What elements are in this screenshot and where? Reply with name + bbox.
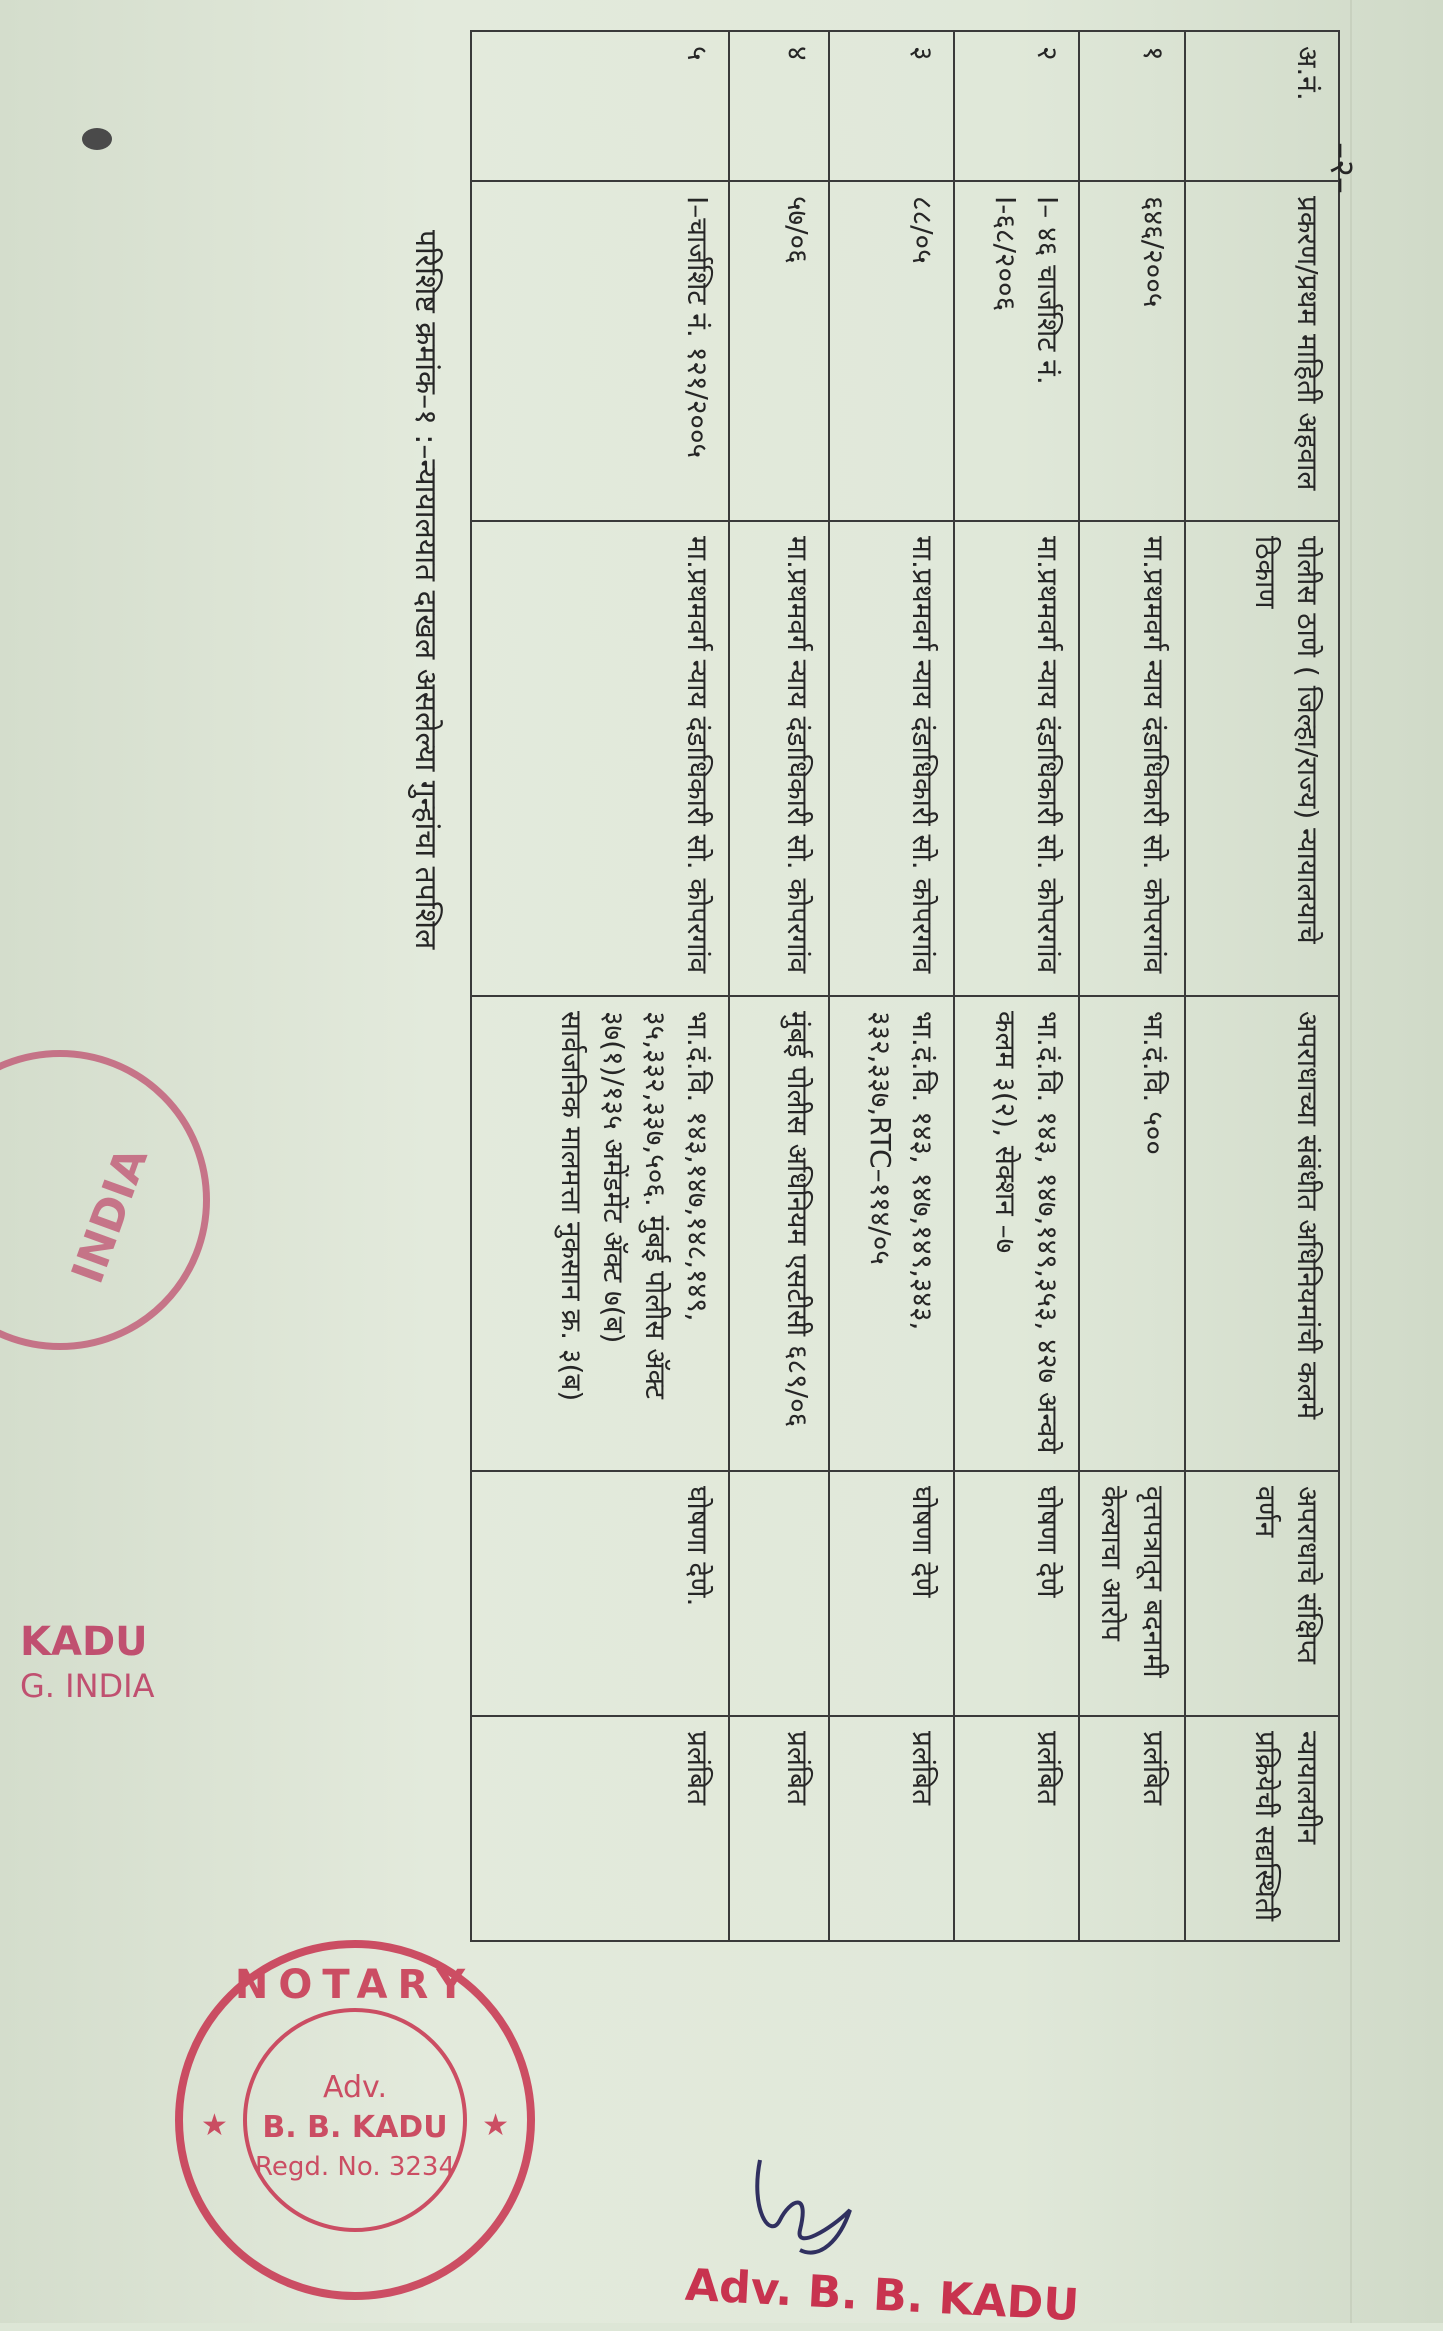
notary-line: B. B. KADU: [262, 2110, 448, 2145]
cell-status: प्रलंबित: [954, 1716, 1079, 1941]
paper-fold: [1350, 0, 1352, 2323]
cell-serial: ३: [829, 31, 954, 181]
faded-stamp-text: [20, 1620, 154, 1708]
cell-case: ६४६/२००५: [1079, 181, 1185, 521]
table-row: [471, 31, 729, 1941]
cell-serial: ५: [471, 31, 729, 181]
faded-seal-text: INDIA: [62, 1140, 159, 1291]
cell-status: प्रलंबित: [1079, 1716, 1185, 1941]
page-number: –२–: [1321, 142, 1362, 194]
rotated-content: [255, 30, 1340, 1940]
cell-court: मा.प्रथमवर्ग न्याय दंडाधिकारी सो. कोपरगांव: [471, 521, 729, 996]
table-row: [829, 31, 954, 1941]
header-serial: अ.नं.: [1185, 31, 1339, 181]
faded-seal-stamp: [0, 1090, 260, 1330]
header-sections: अपराधाच्या संबंधीत अधिनियमांची कलमे: [1185, 996, 1339, 1471]
cell-description: वृत्तपत्रातून बदनामी केल्याचा आरोप: [1079, 1471, 1185, 1716]
faded-stamp-line: KADU: [20, 1619, 148, 1665]
cell-sections: भा.दं.वि. १४३,१४७,१४८,१४९, ३५,३३२,३३७,५०६. मुंबई पोलीस ॲक्ट ३७(१)/१३५ अमेंडमेंट ॲक्ट ७(ब) सार्वजनिक मालमत्ता नुकसान क्र. ३(ब): [471, 996, 729, 1471]
signature-name-stamp: Adv. B. B. KADU: [683, 2259, 1081, 2331]
cell-case: I–चार्जशिट नं. १२१/२००५: [471, 181, 729, 521]
table-row: [729, 31, 829, 1941]
cell-sections: मुंबई पोलीस अधिनियम एसटीसी ६८९/०६: [729, 996, 829, 1471]
cell-case: ८८/०५: [829, 181, 954, 521]
cell-description: घोषणा देणे: [954, 1471, 1079, 1716]
cell-court: मा.प्रथमवर्ग न्याय दंडाधिकारी सो. कोपरगांव: [829, 521, 954, 996]
cell-description: घोषणा देणे.: [471, 1471, 729, 1716]
star-icon: ★: [482, 2108, 509, 2143]
cell-court: मा.प्रथमवर्ग न्याय दंडाधिकारी सो. कोपरगांव: [1079, 521, 1185, 996]
notary-ring-text: NOTARY: [234, 1962, 476, 2008]
header-status: न्यायालयीन प्रक्रियेची सद्यस्थिती: [1185, 1716, 1339, 1941]
cell-description: [729, 1471, 829, 1716]
signature-scribble: [740, 2150, 880, 2270]
appendix-caption: परिशिष्ट क्रमांक–१ :–न्यायालयात दाखल असलेल्या गुन्हांचा तपशिल: [408, 230, 443, 950]
header-case: प्रकरण/प्रथम माहिती अहवाल: [1185, 181, 1339, 521]
notary-line: Adv.: [323, 2070, 387, 2105]
table-row: [1079, 31, 1185, 1941]
table-header-row: [1185, 31, 1339, 1941]
star-icon: ★: [201, 2108, 228, 2143]
cell-status: प्रलंबित: [471, 1716, 729, 1941]
cell-status: प्रलंबित: [729, 1716, 829, 1941]
cell-status: प्रलंबित: [829, 1716, 954, 1941]
cell-case: I– ४६ चार्जशिट नं. I-६८/२००६: [954, 181, 1079, 521]
cases-table: [470, 30, 1340, 1942]
faded-stamp-line: G. INDIA: [20, 1667, 155, 1705]
cell-description: घोषणा देणे: [829, 1471, 954, 1716]
notary-line: Regd. No. 3234: [254, 2152, 456, 2182]
header-court: पोलीस ठाणे ( जिल्हा/राज्य) न्यायालयाचे ठिकाण: [1185, 521, 1339, 996]
cell-sections: भा.दं.वि. १४३, १४७,१४९,३५३, ४२७ अन्वये कलम ३(२), सेक्शन –७: [954, 996, 1079, 1471]
cell-serial: १: [1079, 31, 1185, 181]
header-description: अपराधाचे संक्षिप्त वर्णन: [1185, 1471, 1339, 1716]
cell-sections: भा.दं.वि. १४३, १४७,१४९,३४३, ३३२,३३७,RTC–११४/०५: [829, 996, 954, 1471]
cell-court: मा.प्रथमवर्ग न्याय दंडाधिकारी सो. कोपरगांव: [954, 521, 1079, 996]
cell-serial: २: [954, 31, 1079, 181]
cell-court: मा.प्रथमवर्ग न्याय दंडाधिकारी सो. कोपरगांव: [729, 521, 829, 996]
punch-hole: [82, 128, 112, 150]
table-row: [954, 31, 1079, 1941]
notary-stamp: [175, 1940, 535, 2300]
cell-serial: ४: [729, 31, 829, 181]
cell-sections: भा.दं.वि. ५००: [1079, 996, 1185, 1471]
cell-case: ५७/०६: [729, 181, 829, 521]
